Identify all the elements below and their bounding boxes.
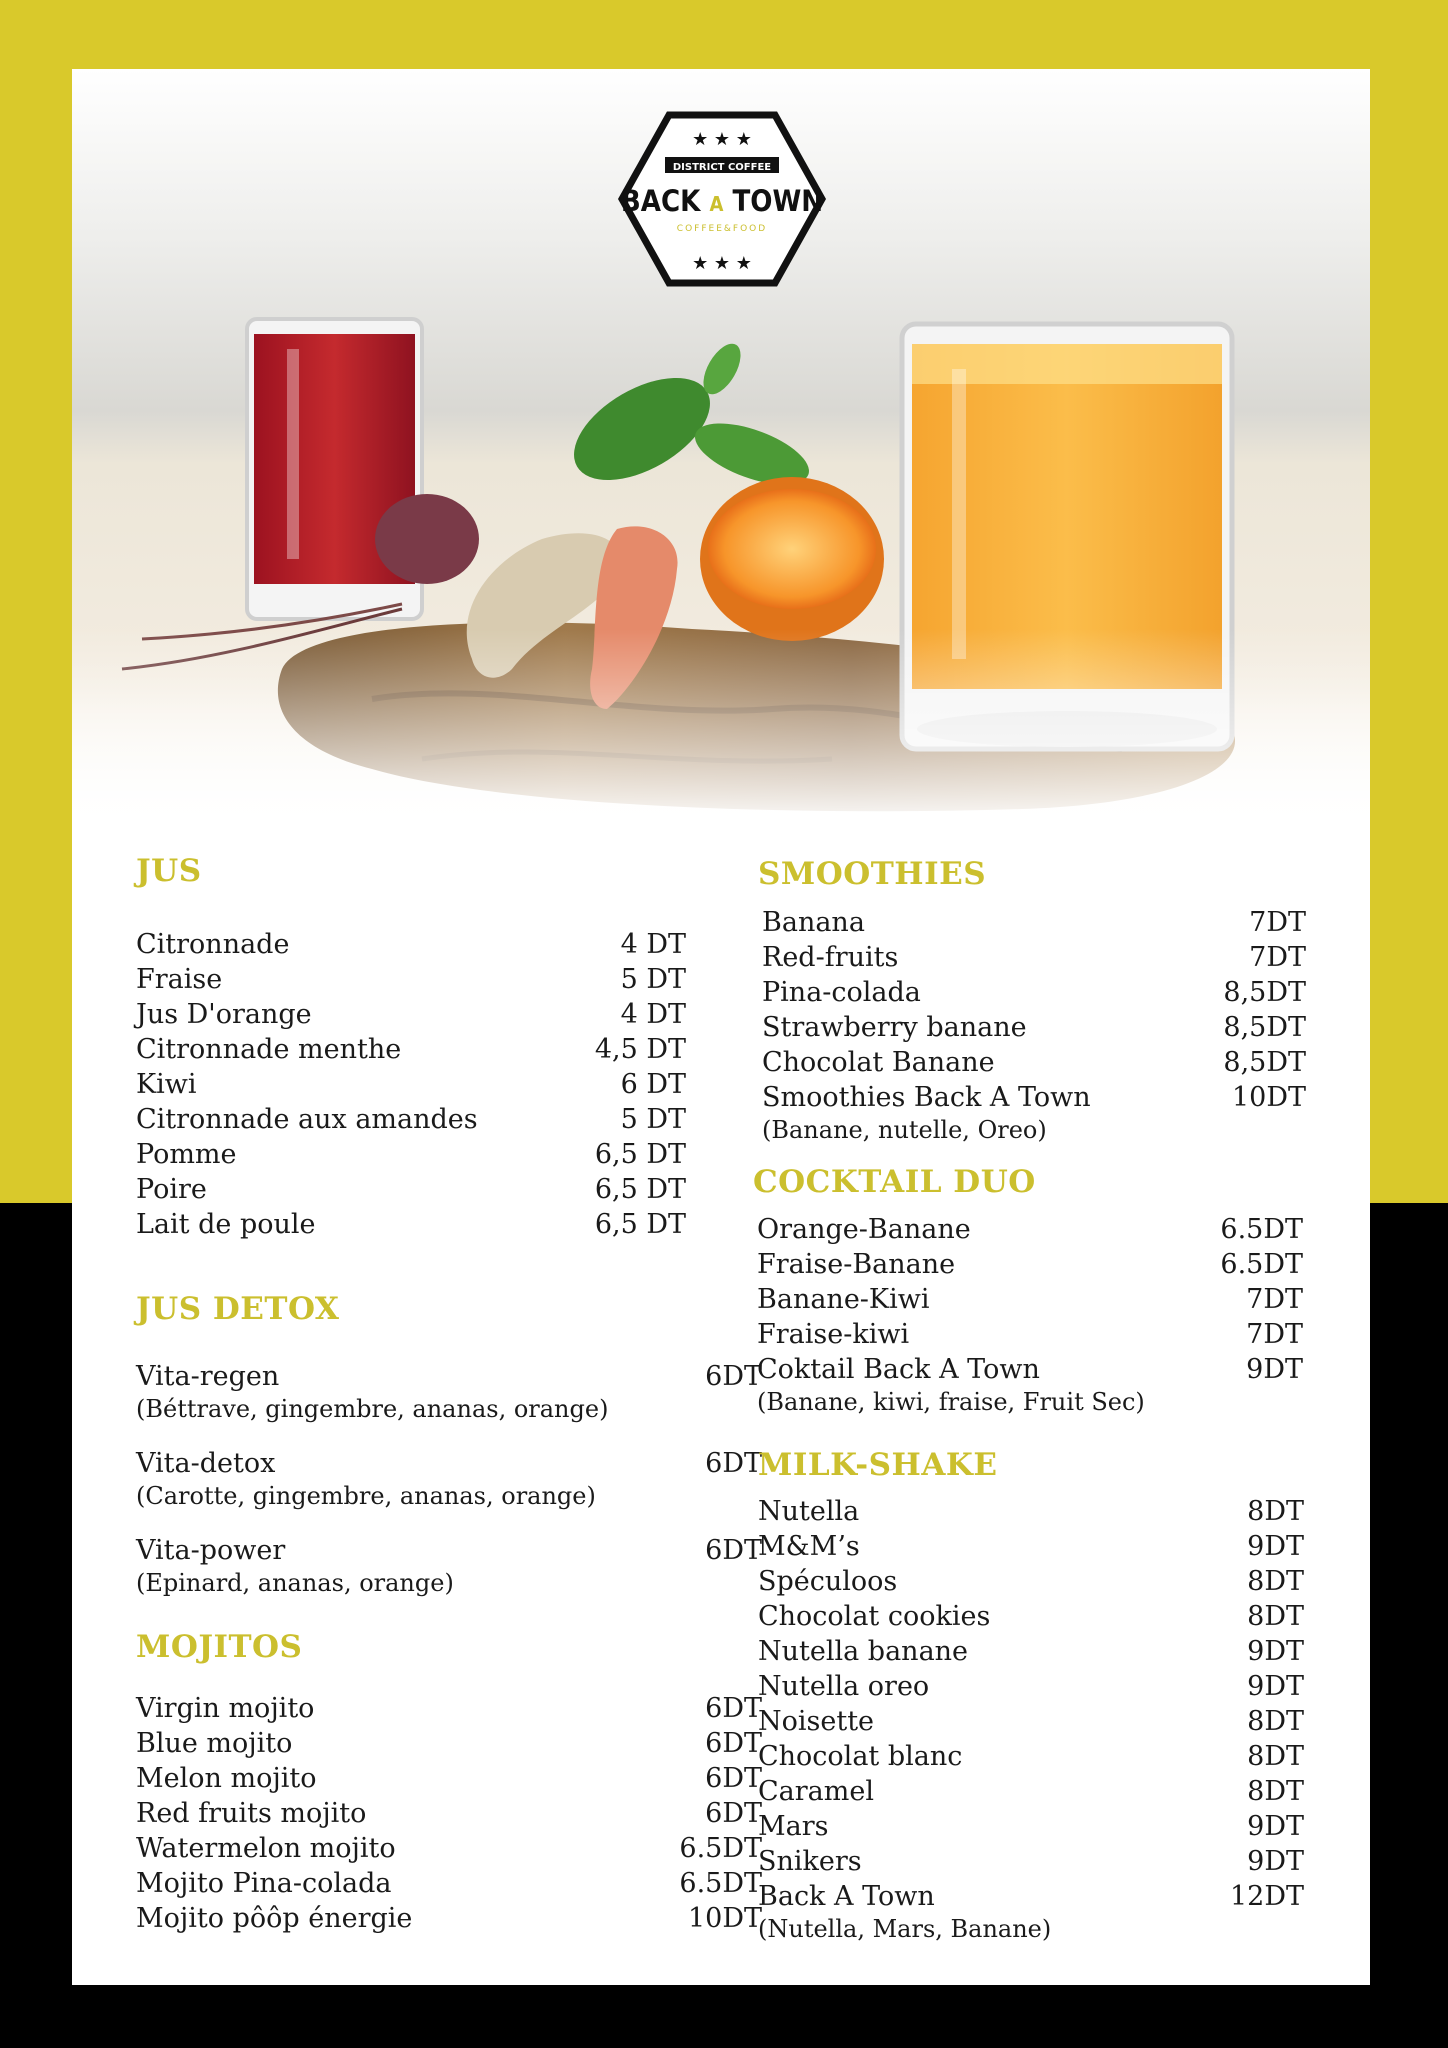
list-item: Fraise-kiwi 7DT — [757, 1319, 1303, 1350]
list-item: Mars 9DT — [758, 1811, 1304, 1842]
list-item: Watermelon mojito 6.5DT — [136, 1833, 762, 1864]
list-item: Back A Town 12DT — [758, 1881, 1304, 1912]
section-title-jus: JUS — [136, 853, 202, 889]
section-title-milk-shake: MILK-SHAKE — [758, 1447, 998, 1483]
list-item: Chocolat cookies 8DT — [758, 1601, 1304, 1632]
back-a-town-logo — [617, 109, 827, 289]
list-item: Banana 7DT — [762, 907, 1306, 938]
list-item: Nutella 8DT — [758, 1496, 1304, 1527]
item-ingredients: (Banane, nutelle, Oreo) — [762, 1116, 1047, 1144]
list-item: Banane-Kiwi 7DT — [757, 1284, 1303, 1315]
menu-card — [72, 69, 1370, 1985]
list-item: Coktail Back A Town 9DT — [757, 1354, 1303, 1385]
list-item: Lait de poule 6,5 DT — [136, 1209, 686, 1240]
list-item: Pina-colada 8,5DT — [762, 977, 1306, 1008]
item-ingredients: (Nutella, Mars, Banane) — [758, 1915, 1052, 1943]
list-item: Orange-Banane 6.5DT — [757, 1214, 1303, 1245]
section-title-jus-detox: JUS DETOX — [136, 1291, 340, 1327]
svg-text:COFFEE&FOOD: COFFEE&FOOD — [676, 224, 768, 234]
item-ingredients: (Banane, kiwi, fraise, Fruit Sec) — [757, 1388, 1145, 1416]
list-item: Red-fruits 7DT — [762, 942, 1306, 973]
list-item: Fraise 5 DT — [136, 964, 686, 995]
section-title-smoothies: SMOOTHIES — [758, 856, 987, 892]
list-item: Virgin mojito 6DT — [136, 1693, 762, 1724]
list-item: Mojito pôôp énergie 10DT — [136, 1903, 762, 1934]
section-title-cocktail-duo: COCKTAIL DUO — [753, 1164, 1036, 1200]
list-item: Snikers 9DT — [758, 1846, 1304, 1877]
list-item: Red fruits mojito 6DT — [136, 1798, 762, 1829]
milk-shake-list — [758, 1494, 1304, 1944]
list-item: Vita-power 6DT — [136, 1535, 762, 1566]
item-ingredients: (Epinard, ananas, orange) — [136, 1569, 454, 1597]
svg-text:DISTRICT COFFEE: DISTRICT COFFEE — [672, 162, 772, 173]
list-item: Jus D'orange 4 DT — [136, 999, 686, 1030]
list-item: Blue mojito 6DT — [136, 1728, 762, 1759]
svg-text:BACK A TOWN: BACK A TOWN — [620, 184, 824, 218]
list-item: Citronnade menthe 4,5 DT — [136, 1034, 686, 1065]
list-item: Chocolat Banane 8,5DT — [762, 1047, 1306, 1078]
list-item: Vita-detox 6DT — [136, 1448, 762, 1479]
list-item: Fraise-Banane 6.5DT — [757, 1249, 1303, 1280]
cocktail-duo-list — [757, 1212, 1303, 1417]
jus-detox-list — [136, 1359, 762, 1598]
list-item: Chocolat blanc 8DT — [758, 1741, 1304, 1772]
svg-text:★ ★ ★: ★ ★ ★ — [692, 253, 752, 274]
item-ingredients: (Carotte, gingembre, ananas, orange) — [136, 1482, 596, 1510]
list-item: Nutella banane 9DT — [758, 1636, 1304, 1667]
list-item: Smoothies Back A Town 10DT — [762, 1082, 1306, 1113]
list-item: Caramel 8DT — [758, 1776, 1304, 1807]
list-item: Citronnade aux amandes 5 DT — [136, 1104, 686, 1135]
list-item: Nutella oreo 9DT — [758, 1671, 1304, 1702]
list-item: Melon mojito 6DT — [136, 1763, 762, 1794]
mojitos-list — [136, 1691, 762, 1936]
list-item: Mojito Pina-colada 6.5DT — [136, 1868, 762, 1899]
list-item: Noisette 8DT — [758, 1706, 1304, 1737]
smoothies-list — [762, 905, 1306, 1145]
list-item: Spéculoos 8DT — [758, 1566, 1304, 1597]
list-item: Vita-regen 6DT — [136, 1361, 762, 1392]
item-ingredients: (Béttrave, gingembre, ananas, orange) — [136, 1395, 609, 1423]
svg-text:★ ★ ★: ★ ★ ★ — [692, 129, 752, 150]
list-item: Kiwi 6 DT — [136, 1069, 686, 1100]
list-item: M&M’s 9DT — [758, 1531, 1304, 1562]
list-item: Strawberry banane 8,5DT — [762, 1012, 1306, 1043]
list-item: Citronnade 4 DT — [136, 929, 686, 960]
jus-list — [136, 927, 686, 1242]
list-item: Poire 6,5 DT — [136, 1174, 686, 1205]
section-title-mojitos: MOJITOS — [136, 1629, 303, 1665]
list-item: Pomme 6,5 DT — [136, 1139, 686, 1170]
